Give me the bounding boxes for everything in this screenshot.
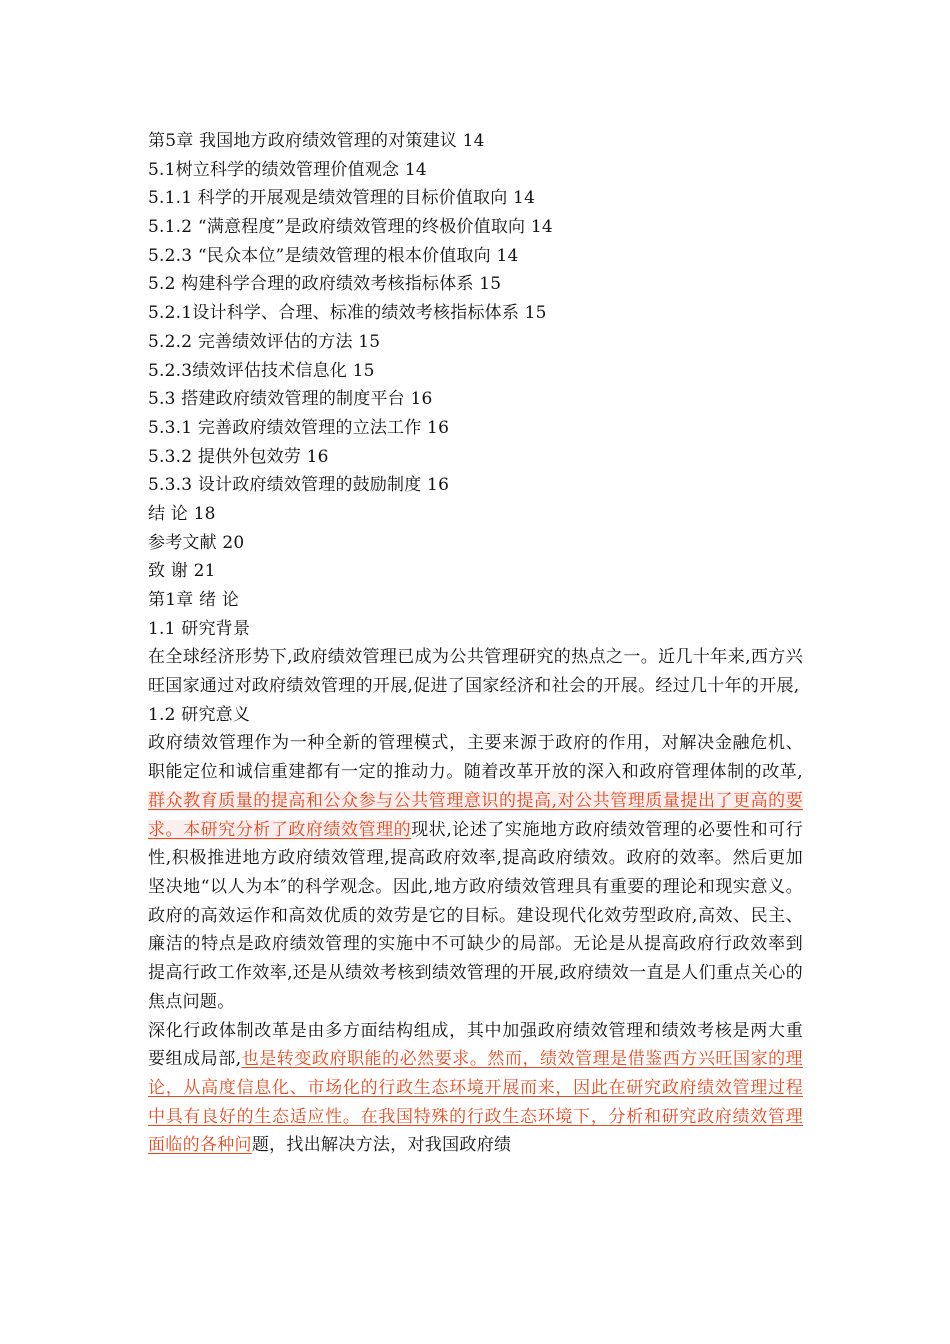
body-paragraph	[148, 729, 803, 1016]
toc-entry: 5.3.1 完善政府绩效管理的立法工作 16	[148, 417, 450, 438]
toc-entry: 5.2.1设计科学、合理、标准的绩效考核指标体系 15	[148, 303, 547, 324]
paragraph-text: 现状,论述了实施地方政府绩效管理的必要性和可行性,积极推进地方政府绩效管理,提高政府效率,提高政府绩效。政府的效率。然后更加坚决地“以人为本″的科学观念。因此,地方政府绩效管理具有重要的理论和现实意义。政府的高效运作和高效优质的效劳是它的目标。建设现代化效劳型政府,高效、民主、廉洁的特点是政府绩效管理的实施中不可缺少的局部。无论是从提高政府行政效率到提高行政工作效率,还是从绩效考核到绩效管理的开展,政府绩效一直是人们重点关心的焦点问题。	[148, 819, 803, 1012]
toc-entry: 第5章 我国地方政府绩效管理的对策建议 14	[148, 131, 485, 151]
toc-entry: 5.3 搭建政府绩效管理的制度平台 16	[148, 389, 433, 410]
toc-entry: 5.1.1 科学的开展观是绩效管理的目标价值取向 14	[148, 188, 536, 209]
body-paragraph: 在全球经济形势下,政府绩效管理已成为公共管理研究的热点之一。近几十年来,西方兴旺国家通过对政府绩效管理的开展,促进了国家经济和社会的开展。经过几十年的开展,	[148, 647, 803, 697]
paragraph-text: 政府绩效管理作为一种全新的管理模式，主要来源于政府的作用，对解决金融危机、职能定位和诚信重建都有一定的推动力。随着改革开放的深入和政府管理体制的改革,	[148, 733, 803, 783]
chapter-title: 第1章 绪 论	[148, 590, 240, 610]
toc-entry: 结 论 18	[148, 503, 216, 524]
toc-entry: 5.2.3 “民众本位”是绩效管理的根本价值取向 14	[148, 245, 519, 266]
highlighted-text: 群众教育质量的提高和公众参与公共管理意识的提高,对公共管理质量提出了更高的要求。本研究分析了政府绩效管理的	[148, 790, 803, 840]
body-paragraph	[148, 1017, 803, 1161]
toc-entry: 5.2.2 完善绩效评估的方法 15	[148, 331, 381, 352]
toc-entry: 参考文献 20	[148, 532, 245, 553]
toc-entry: 5.3.3 设计政府绩效管理的鼓励制度 16	[148, 475, 450, 496]
document-page	[148, 127, 808, 1160]
highlighted-text: 也是转变政府职能的必然要求。然而，绩效管理是借鉴西方兴旺国家的理论，从高度信息化、市场化的行政生态环境开展而来，因此在研究政府绩效管理过程中具有良好的生态适应性。在我国特殊的行政生态环境下，分析和研究政府绩效管理面临的各种问	[148, 1049, 803, 1156]
toc-entry: 5.2.3绩效评估技术信息化 15	[148, 360, 375, 381]
toc-entry: 致 谢 21	[148, 561, 216, 582]
toc-entry: 5.1树立科学的绩效管理价值观念 14	[148, 159, 427, 180]
section-title: 1.2 研究意义	[148, 704, 251, 725]
section-title: 1.1 研究背景	[148, 618, 251, 639]
paragraph-text: 题，找出解决方法，对我国政府绩	[251, 1135, 512, 1156]
paragraph-text: 深化行政体制改革是由多方面结构组成，其中加强政府绩效管理和绩效考核是两大重要组成局部,	[148, 1020, 803, 1070]
toc-entry: 5.1.2 “满意程度”是政府绩效管理的终极价值取向 14	[148, 217, 553, 238]
toc-entry: 5.2 构建科学合理的政府绩效考核指标体系 15	[148, 274, 502, 295]
toc-entry: 5.3.2 提供外包效劳 16	[148, 446, 329, 467]
